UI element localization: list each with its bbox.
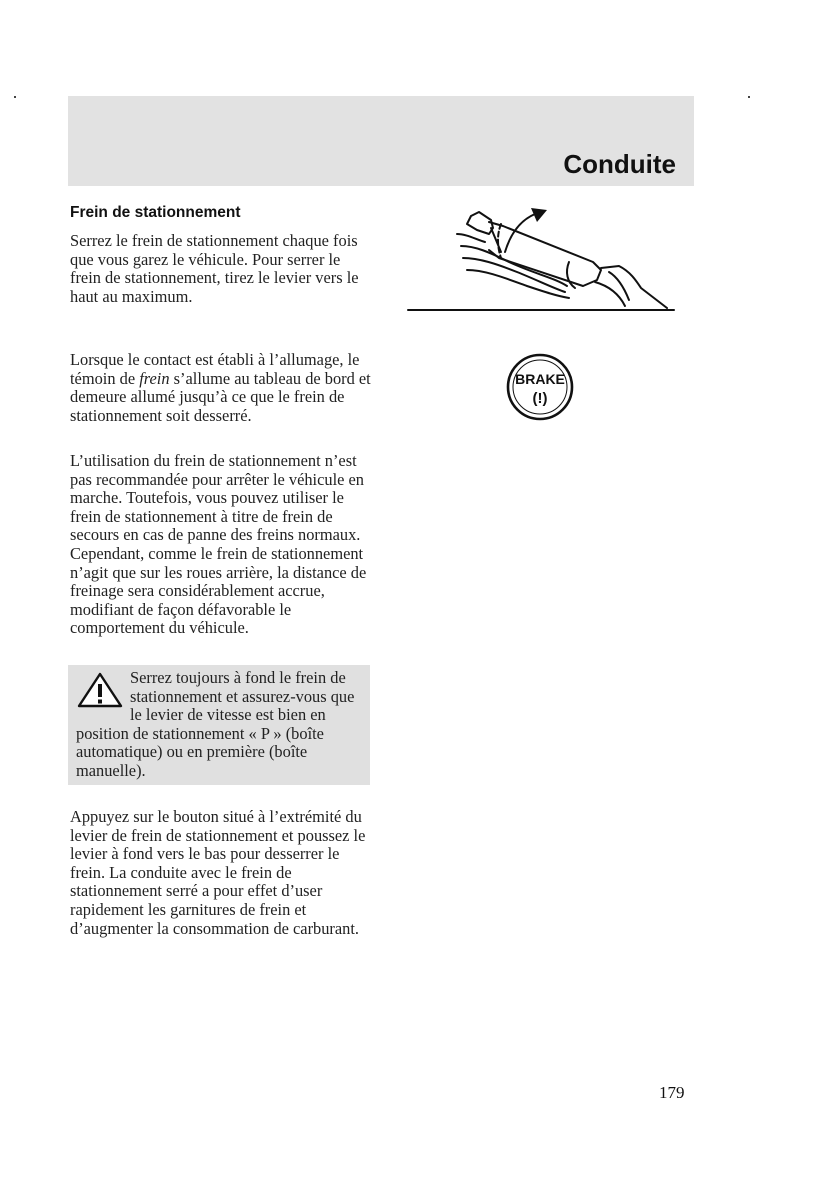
paragraph-2-lead: Lorsque le contact est établi à l’allumage, le témoin de [70,350,360,388]
brake-symbol: (!) [532,390,548,407]
paragraph-4-text: Appuyez sur le bouton situé à l’extrémité du levier de frein de stationnement et poussez le levier à fond vers le bas pour desserrer le frein. La conduite avec le frein de stationnement serré a pour effet d’user rapidement les garnitures de frein et d’augmenter la consommation de carburant. [70,807,366,938]
paragraph-3 [70,452,372,638]
warning-text: Serrez toujours à fond le frein de stationnement et assurez-vous que le levier de vitesse est bien en position de stationnement « P » (boîte automatique) ou en première (boîte manuelle). [76,668,355,780]
parking-brake-lever-icon [405,200,677,318]
paragraph-3-text: L’utilisation du frein de stationnement n’est pas recommandée pour arrêter le véhicule en marche. Toutefois, vous pouvez utiliser le frein de stationnement à titre de frein de secours en cas de panne des freins normaux. Cependant, comme le frein de stationnement n’agit que sur les roues arrière, la distance de freinage sera considérablement accrue, modifiant de façon défavorable le comportement du véhicule. [70,451,367,638]
crop-mark-right [748,96,750,98]
warning-content [76,669,366,781]
brake-label: BRAKE [515,371,565,387]
section-heading: Frein de stationnement [70,204,241,221]
paragraph-1-text: Serrez le frein de stationnement chaque fois que vous garez le véhicule. Pour serrer le frein de stationnement, tirez le levier vers le haut au maximum. [70,231,359,306]
section-header [68,96,694,186]
paragraph-2-italic: frein [139,368,170,388]
page-number: 179 [659,1083,685,1102]
crop-mark-left [14,96,16,98]
paragraph-4 [70,808,372,938]
paragraph-1 [70,232,372,306]
warning-triangle-icon [76,671,124,709]
paragraph-2 [70,351,372,425]
brake-warning-light-icon [506,353,574,421]
warning-box [68,665,370,785]
paragraph-2-text: s’allume au tableau de bord et demeure allumé jusqu’à ce que le frein de stationnement soit desserré. [70,368,371,425]
page-title: Conduite [563,149,676,179]
